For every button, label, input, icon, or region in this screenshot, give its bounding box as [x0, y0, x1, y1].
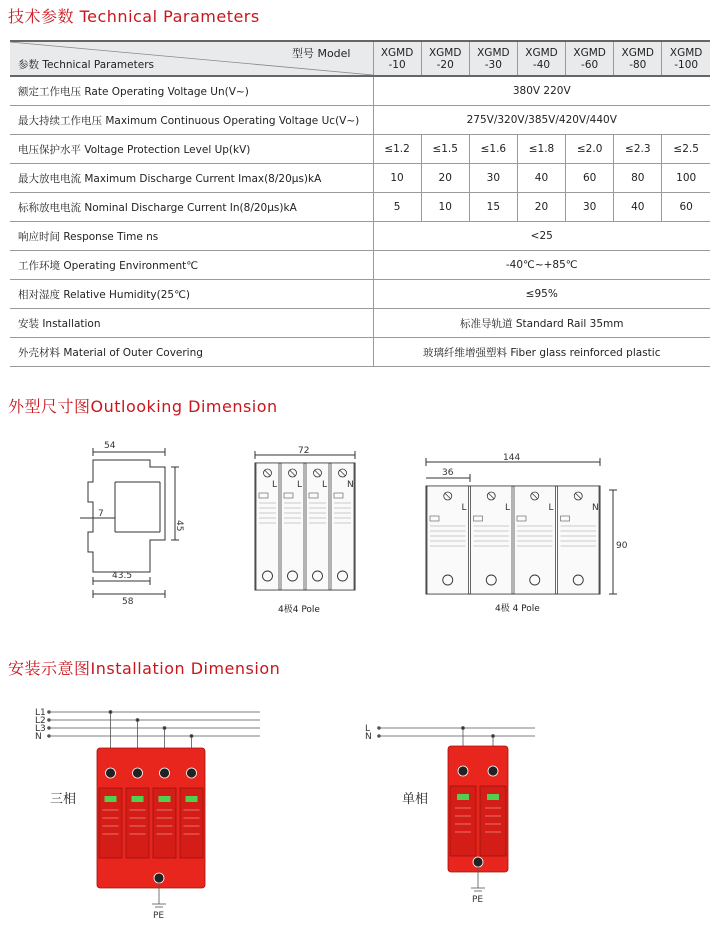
model-col-header: XGMD -100	[662, 41, 710, 76]
dim-front2-width: 144	[503, 453, 521, 463]
table-row	[10, 135, 710, 164]
status-window	[132, 796, 144, 802]
terminal-label: L	[272, 480, 278, 490]
dim-front2-module: 36	[442, 468, 454, 478]
param-value: 20	[421, 164, 469, 193]
terminal-label: L	[461, 503, 467, 513]
line-label: L1	[35, 708, 46, 718]
param-value: 5	[373, 193, 421, 222]
param-name: 安装 Installation	[10, 309, 373, 338]
terminal-label: N	[347, 480, 354, 490]
param-name: 相对湿度 Relative Humidity(25℃)	[10, 280, 373, 309]
installation-dimension-title: 安装示意图Installation Dimension	[8, 659, 281, 678]
front2-caption: 4极 4 Pole	[495, 604, 540, 614]
param-value: 标准导轨道 Standard Rail 35mm	[373, 309, 710, 338]
terminal-label: N	[592, 503, 599, 513]
status-window	[105, 796, 117, 802]
param-value: 60	[566, 164, 614, 193]
param-value: ≤2.5	[662, 135, 710, 164]
param-value: ≤1.2	[373, 135, 421, 164]
side-profile-drawing	[60, 432, 190, 607]
line-label: L	[365, 724, 371, 734]
table-row	[10, 280, 710, 309]
single-phase-label: 单相	[402, 792, 429, 807]
param-name: 电压保护水平 Voltage Protection Level Up(kV)	[10, 135, 373, 164]
table-row	[10, 193, 710, 222]
dim-front2-height: 90	[616, 541, 628, 551]
param-value: 20	[517, 193, 565, 222]
model-col-header: XGMD -80	[614, 41, 662, 76]
param-value: 80	[614, 164, 662, 193]
three-phase-label: 三相	[50, 792, 77, 807]
ground-terminal-icon	[473, 857, 483, 867]
line-label: N	[35, 732, 42, 742]
table-row	[10, 338, 710, 367]
param-value: 30	[469, 164, 517, 193]
param-value: ≤95%	[373, 280, 710, 309]
param-name: 最大放电电流 Maximum Discharge Current Imax(8/20μs)kA	[10, 164, 373, 193]
dim-side-top: 54	[104, 441, 116, 451]
param-value: 40	[517, 164, 565, 193]
param-value: ≤1.8	[517, 135, 565, 164]
line-label: L2	[35, 716, 46, 726]
param-value: 30	[566, 193, 614, 222]
status-window	[159, 796, 171, 802]
param-name: 响应时间 Response Time ns	[10, 222, 373, 251]
front-view-144-drawing	[418, 452, 633, 602]
table-row	[10, 76, 710, 106]
param-name: 工作环境 Operating Environment℃	[10, 251, 373, 280]
terminal-label: L	[322, 480, 328, 490]
param-name: 最大持续工作电压 Maximum Continuous Operating Voltage Uc(V~)	[10, 106, 373, 135]
status-window	[186, 796, 198, 802]
model-col-header: XGMD -40	[517, 41, 565, 76]
param-value: 玻璃纤维增强塑料 Fiber glass reinforced plastic	[373, 338, 710, 367]
terminal-screw-icon	[160, 768, 170, 778]
terminal-screw-icon	[488, 766, 498, 776]
technical-parameters-title: 技术参数 Technical Parameters	[8, 7, 260, 26]
param-name: 额定工作电压 Rate Operating Voltage Un(V~)	[10, 76, 373, 106]
model-col-header: XGMD -30	[469, 41, 517, 76]
status-window	[457, 794, 469, 800]
param-value: ≤2.3	[614, 135, 662, 164]
table-row	[10, 106, 710, 135]
param-value: 10	[421, 193, 469, 222]
param-name: 标称放电电流 Nominal Discharge Current In(8/20μs)kA	[10, 193, 373, 222]
table-row	[10, 309, 710, 338]
model-col-header: XGMD -60	[566, 41, 614, 76]
dim-side-mid: 7	[98, 509, 104, 519]
model-col-header: XGMD -10	[373, 41, 421, 76]
single-phase-installation-drawing	[360, 716, 560, 921]
param-value: ≤1.5	[421, 135, 469, 164]
param-value: 10	[373, 164, 421, 193]
param-name: 外壳材料 Material of Outer Covering	[10, 338, 373, 367]
line-label: L3	[35, 724, 46, 734]
terminal-screw-icon	[458, 766, 468, 776]
header-diagonal-cell	[10, 41, 373, 76]
param-value: 100	[662, 164, 710, 193]
param-value: 40	[614, 193, 662, 222]
model-col-header: XGMD -20	[421, 41, 469, 76]
param-value: 15	[469, 193, 517, 222]
three-phase-installation-drawing	[35, 700, 295, 925]
param-value: -40℃~+85℃	[373, 251, 710, 280]
param-value: <25	[373, 222, 710, 251]
outlook-dimension-title: 外型尺寸图Outlooking Dimension	[8, 397, 278, 416]
terminal-screw-icon	[133, 768, 143, 778]
table-row	[10, 164, 710, 193]
pe-label: PE	[472, 895, 484, 905]
terminal-label: L	[297, 480, 303, 490]
front-view-72-drawing	[250, 445, 360, 600]
param-value: ≤2.0	[566, 135, 614, 164]
line-label: N	[365, 732, 372, 742]
dim-side-inner: 43.5	[112, 571, 133, 581]
dim-side-width: 58	[122, 597, 134, 607]
status-window	[487, 794, 499, 800]
param-value: ≤1.6	[469, 135, 517, 164]
param-value: 60	[662, 193, 710, 222]
dim-side-height: 45	[174, 520, 184, 532]
spec-table	[10, 40, 710, 367]
pe-label: PE	[153, 911, 165, 921]
table-header-row	[10, 41, 710, 76]
terminal-label: L	[505, 503, 511, 513]
ground-terminal-icon	[154, 873, 164, 883]
param-value: 275V/320V/385V/420V/440V	[373, 106, 710, 135]
table-row	[10, 251, 710, 280]
front1-caption: 4极4 Pole	[278, 605, 320, 615]
dim-front1-width: 72	[298, 446, 310, 456]
terminal-screw-icon	[187, 768, 197, 778]
header-param-label: 参数 Technical Parameters	[18, 59, 154, 71]
param-value: 380V 220V	[373, 76, 710, 106]
table-row	[10, 222, 710, 251]
header-model-label: 型号 Model	[291, 47, 351, 60]
terminal-screw-icon	[106, 768, 116, 778]
terminal-label: L	[548, 503, 554, 513]
